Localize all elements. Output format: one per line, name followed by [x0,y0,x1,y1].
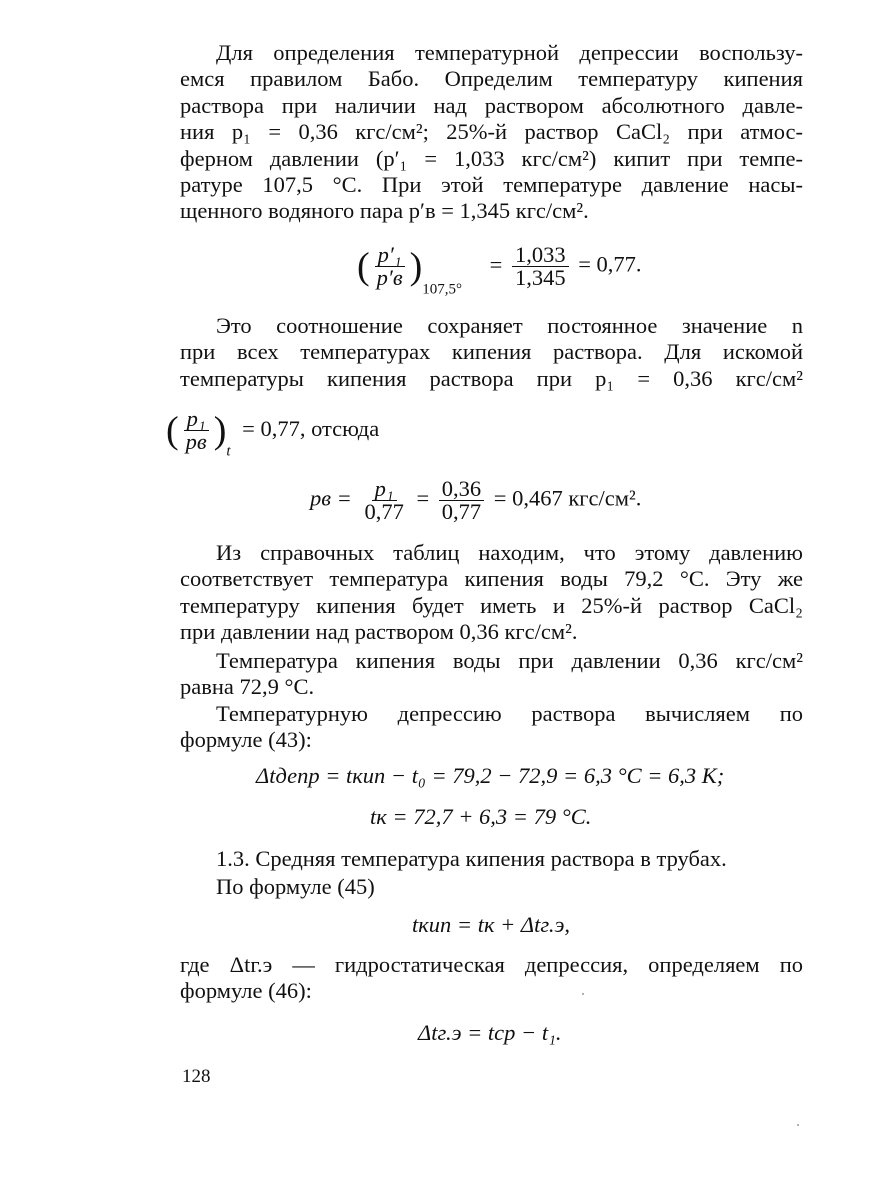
equation-hydrostatic-depression: Δtг.э = tср − t₁. [418,1020,562,1045]
text-line: где Δtг.э — гидростатическая депрессия, определяем по [180,952,803,977]
text-line: Это соотношение сохраняет постоянное значение n [216,313,803,338]
text-line: Из справочных таблиц находим, что этому давлению [216,540,803,565]
eq1-subscript: 107,5° [422,281,463,298]
text-line: раствора при наличии над раствором абсолютного давле- [180,92,803,118]
eq2-numerator: p₁ [184,408,209,431]
eq3-den1: 0,77 [364,499,404,524]
eq1-rhs-denominator: 1,345 [514,265,566,290]
text-line: температуру кипения будет иметь и 25%-й раствор CaCl₂ [180,592,803,618]
text-line: Температурную депрессию раствора вычисляем по [216,701,803,726]
equation-tk: tк = 72,7 + 6,3 = 79 °С. [370,804,592,829]
paragraph-water-boiling [180,648,803,701]
scan-speck [582,993,584,995]
paragraph-ratio-constant [180,313,803,392]
text-line: формуле (43): [180,727,312,753]
eq1-rhs-numerator: 1,033 [512,244,569,267]
text-line: равна 72,9 °С. [180,674,315,700]
eq2-subscript: t [226,443,231,460]
paragraph-reference-tables [180,540,803,646]
eq1-denominator: p′в [376,265,403,290]
equation-tkip: tкип = tк + Δtг.э, [412,912,571,937]
eq1-result: = 0,77. [578,251,642,277]
text-line: Температура кипения воды при давлении 0,36 кгс/см² [216,648,803,673]
eq2-tail: = 0,77, отсюда [242,415,380,441]
text-line: щенного водяного пара p′в = 1,345 кгс/см². [180,198,589,224]
equation-pressure-ratio: ( $\frac{\text{p′₁}}{p'в}$ )$_{107,5^\circ}$ = $\frac{1,033}{1,345}$ = 0,77. [357,242,642,298]
eq3-den2: 0,77 [441,499,482,524]
text-line: соответствует температура кипения воды 79,2 °С. Эту же [180,566,803,592]
text-line: ния p₁ = 0,36 кгс/см²; 25%-й раствор CaCl₂ при атмос- [180,119,803,145]
page-number: 128 [182,1066,211,1087]
scan-speck [797,1124,799,1126]
paragraph-depression-calc [180,701,803,754]
eq3-num1: p₁ [372,478,397,501]
eq2-denominator: pв [185,429,207,454]
eq3-lhs: pв = [310,485,352,511]
paragraph-babo-rule [180,40,803,225]
text-line: формуле (46): [180,978,312,1004]
paragraph-hydrostatic [180,952,803,1005]
text-formula-45: По формуле (45) [216,874,375,899]
text-line: ферном давлении (p′₁ = 1,033 кгс/см²) кипит при темпе- [180,145,803,171]
equation-pv: pв = $\frac{\text{p₁}}{0,77}$ = $\frac{0,36}{0,77}$ = 0,467 кгс/см². [310,476,642,524]
text-line: емся правилом Бабо. Определим температуру кипения [180,66,803,92]
equation-temperature-depression: Δtдепр = tкип − t₀ = 79,2 − 72,9 = 6,3 °С = 6,3 К; [256,763,725,788]
text-line: при всех температурах кипения раствора. Для искомой [180,339,803,365]
eq3-result: = 0,467 кгс/см². [493,485,642,511]
eq1-numerator: p′₁ [375,244,405,267]
equation-ratio-at-t: ( $\frac{\text{p₁}}{pв}$ )$_t = 0,77$, отсюда [166,406,380,460]
text-line: Для определения температурной депрессии воспользу- [216,40,803,65]
eq3-num2: 0,36 [439,478,484,501]
section-heading-1-3: 1.3. Средняя температура кипения раствора в трубах. [216,846,727,871]
text-line: температуры кипения раствора при p₁ = 0,36 кгс/см² [180,365,803,391]
text-line: при давлении над раствором 0,36 кгс/см². [180,619,578,645]
text-line: ратуре 107,5 °С. При этой температуре давление насы- [180,172,803,198]
